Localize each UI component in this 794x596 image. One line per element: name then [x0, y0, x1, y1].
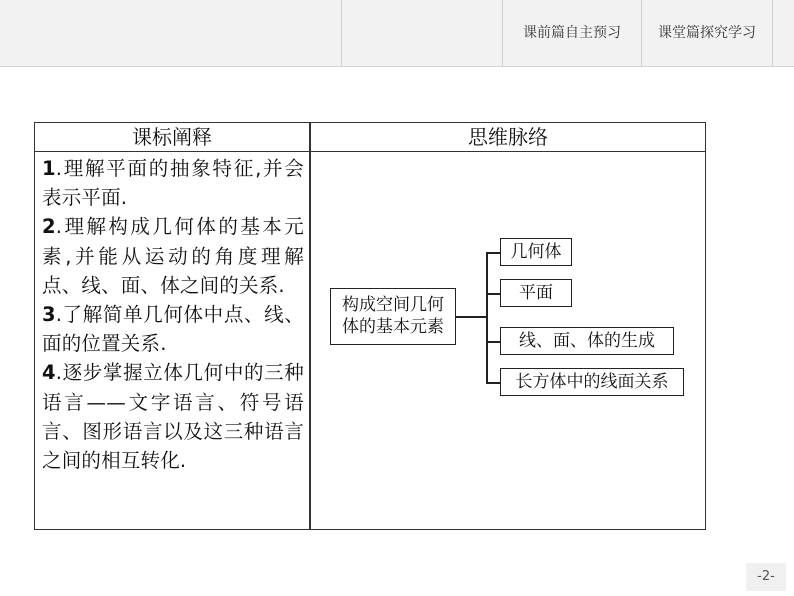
nav-separator	[341, 0, 342, 67]
objectives-list	[42, 154, 304, 475]
objective-item: 1.理解平面的抽象特征,并会表示平面.	[42, 157, 304, 210]
root-label-line-2: 体的基本元素	[342, 317, 444, 337]
tab-preview[interactable]: 课前篇自主预习	[523, 25, 621, 41]
branch-solid: 几何体	[500, 238, 572, 266]
root-label-line-1: 构成空间几何	[342, 295, 444, 315]
tab-inquiry[interactable]: 课堂篇探究学习	[658, 25, 756, 41]
header-mind-map: 思维脉络	[468, 125, 548, 149]
nav-separator	[772, 0, 773, 67]
connector-line	[486, 293, 500, 295]
objective-item: 2.理解构成几何体的基本元素,并能从运动的角度理解点、线、面、体之间的关系.	[42, 215, 304, 297]
connector-line	[486, 382, 500, 384]
mindmap-root-box	[330, 288, 456, 345]
connector-line	[456, 316, 486, 318]
objective-item: 3.了解简单几何体中点、线、面的位置关系.	[42, 303, 304, 356]
branch-cuboid-relations: 长方体中的线面关系	[500, 368, 684, 396]
header-standards: 课标阐释	[132, 125, 212, 149]
connector-line	[486, 252, 500, 254]
branch-plane: 平面	[500, 279, 572, 307]
connector-line	[486, 341, 500, 343]
objective-item: 4.逐步掌握立体几何中的三种语言——文字语言、符号语言、图形语言以及这三种语言之间的相互转化.	[42, 361, 304, 473]
page-number: -2-	[746, 563, 786, 591]
top-navigation-bar	[0, 0, 794, 67]
column-divider	[309, 123, 311, 529]
branch-generation: 线、面、体的生成	[500, 327, 674, 355]
connector-line	[486, 252, 488, 383]
